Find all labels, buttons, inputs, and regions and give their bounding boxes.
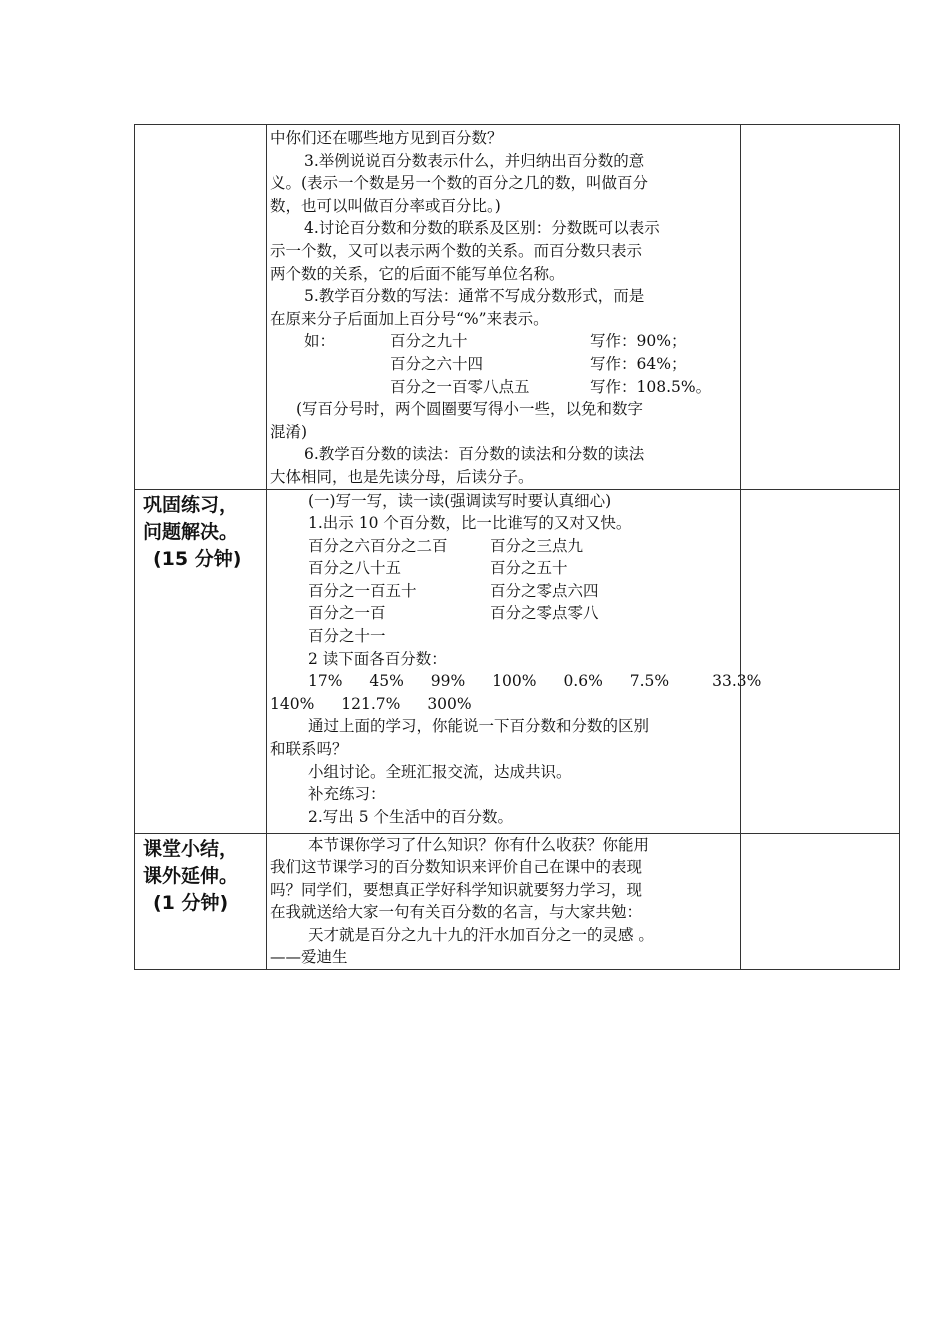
exercise-item: 百分之零点零八 (490, 604, 599, 623)
text-line: 两个数的关系，它的后面不能写单位名称。 (270, 264, 565, 283)
percent-value: 121.7% (341, 694, 401, 713)
exercise-row (270, 580, 736, 603)
text-line: 在原来分子后面加上百分号“%”来表示。 (270, 309, 549, 328)
exercise-item: 百分之零点六四 (490, 581, 599, 600)
notes-cell (741, 125, 900, 490)
percent-value: 100% (492, 672, 537, 691)
content-cell (267, 125, 741, 490)
text-line: 补充练习： (308, 785, 386, 804)
example-row (270, 330, 736, 353)
content-cell (267, 833, 741, 970)
example-read: 百分之六十四 (390, 354, 484, 373)
example-write: 写作：64%； (590, 354, 687, 373)
stage-cell (135, 125, 267, 490)
table-row (135, 125, 900, 490)
text-line: 吗？同学们，要想真正学好科学知识就要努力学习，现 (270, 880, 643, 899)
notes-cell (741, 489, 900, 833)
text-line: 5.教学百分数的写法：通常不写成分数形式，而是 (304, 287, 645, 306)
text-line: 我们这节课学习的百分数知识来评价自己在课中的表现 (270, 858, 643, 877)
example-write: 写作：108.5%。 (590, 377, 712, 396)
percent-line (270, 693, 736, 716)
stage-duration: (1 分钟) (153, 891, 229, 914)
lesson-plan-table (134, 124, 900, 970)
percent-value: 17% (308, 672, 343, 691)
exercise-row (270, 557, 736, 580)
example-row (270, 376, 736, 399)
stage-title: 课外延伸。 (143, 864, 239, 887)
percent-value: 33.3% (712, 672, 762, 691)
text-line: 通过上面的学习，你能说一下百分数和分数的区别 (308, 717, 650, 736)
example-read: 百分之一百零八点五 (390, 377, 530, 396)
text-line: 和联系吗？ (270, 740, 348, 759)
text-line: 1.出示 10 个百分数，比一比谁写的又对又快。 (308, 514, 632, 533)
stage-cell (135, 489, 267, 833)
quote: 天才就是百分之九十九的汗水加百分之一的灵感 。 (308, 925, 654, 944)
text-line: 义。(表示一个数是另一个数的百分之几的数，叫做百分 (270, 174, 649, 193)
example-lead: 如： (304, 332, 336, 351)
text-line: 数，也可以叫做百分率或百分比。) (270, 196, 501, 215)
stage-title: 巩固练习， (143, 493, 239, 516)
percent-value: 0.6% (563, 672, 603, 691)
text-line: 示一个数，又可以表示两个数的关系。而百分数只表示 (270, 241, 643, 260)
table-row (135, 833, 900, 970)
example-write: 写作：90%； (590, 332, 687, 351)
text-line: (写百分号时，两个圆圈要写得小一些，以免和数字 (296, 400, 644, 419)
exercise-row (270, 535, 736, 558)
stage-duration: (15 分钟) (153, 547, 242, 570)
text-line: 2 读下面各百分数： (308, 649, 447, 668)
text-line: 本节课你学习了什么知识？你有什么收获？你能用 (308, 835, 650, 854)
example-lead (304, 376, 390, 399)
text-line: 小组讨论。全班汇报交流，达成共识。 (308, 762, 572, 781)
text-line: 6.教学百分数的读法：百分数的读法和分数的读法 (304, 445, 645, 464)
exercise-item: 百分之五十 (490, 559, 568, 578)
stage-title: 问题解决。 (143, 520, 239, 543)
exercise-item: 百分之一百五十 (308, 581, 417, 600)
text-line: 中你们还在哪些地方见到百分数？ (270, 129, 503, 147)
text-line: 大体相同，也是先读分母，后读分子。 (270, 467, 534, 486)
content-cell (267, 489, 762, 833)
text-line: (一)写一写，读一读(强调读写时要认真细心) (308, 491, 612, 510)
percent-line (270, 670, 762, 693)
stage-cell (135, 833, 267, 970)
percent-value: 45% (369, 672, 404, 691)
text-line: 4.讨论百分数和分数的联系及区别：分数既可以表示 (304, 219, 660, 238)
exercise-item: 百分之八十五 (308, 559, 402, 578)
percent-value: 300% (427, 694, 472, 713)
percent-value: 7.5% (629, 672, 670, 691)
notes-cell (741, 833, 900, 970)
text-line: 3.举例说说百分数表示什么，并归纳出百分数的意 (304, 151, 645, 170)
percent-value: 140% (270, 694, 315, 713)
exercise-item: 百分之十一 (308, 627, 386, 646)
example-lead (304, 353, 390, 376)
percent-value: 99% (430, 672, 466, 691)
table-row (135, 489, 900, 833)
text-line: 2.写出 5 个生活中的百分数。 (308, 807, 514, 826)
quote-author: ——爱迪生 (270, 948, 348, 967)
text-line: 混淆) (270, 422, 308, 441)
exercise-item: 百分之三点九 (490, 536, 584, 555)
exercise-item: 百分之六百分之二百 (308, 536, 448, 555)
example-read: 百分之九十 (390, 332, 468, 351)
text-line: 在我就送给大家一句有关百分数的名言，与大家共勉： (270, 903, 643, 922)
exercise-item: 百分之一百 (308, 604, 386, 623)
example-row (270, 353, 736, 376)
exercise-row (270, 602, 736, 625)
stage-title: 课堂小结， (143, 837, 239, 860)
